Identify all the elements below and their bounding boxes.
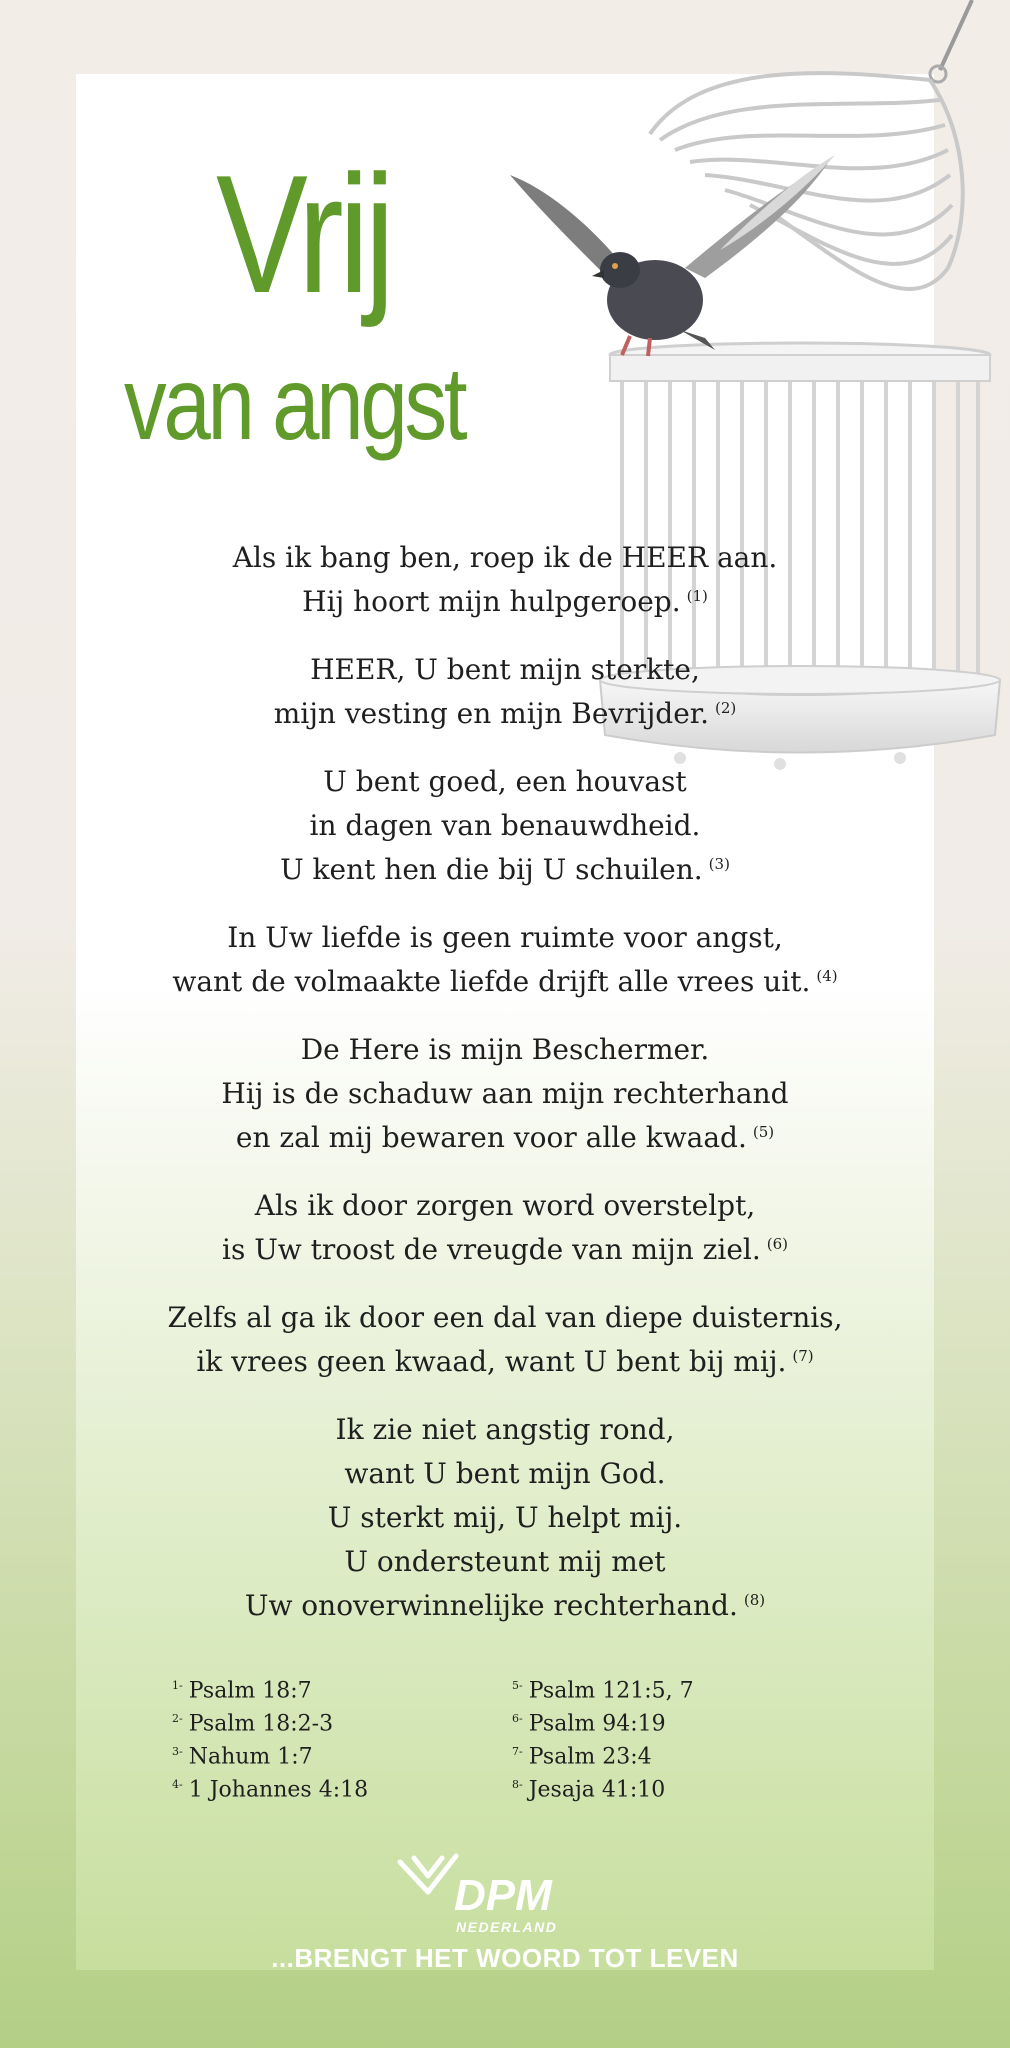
stanza-2 — [76, 648, 934, 736]
poem-line: want U bent mijn God. — [344, 1457, 666, 1490]
reference-item: $^{7-}$ Psalm 23:4 — [512, 1744, 652, 1770]
poem-line: U ondersteunt mij met — [344, 1545, 666, 1578]
poem-line: Hij hoort mijn hulpgeroep. $^{(1)}$ — [302, 585, 708, 618]
dpm-logo-icon — [394, 1852, 594, 1938]
stanza-3 — [76, 760, 934, 892]
poem-line: Ik zie niet angstig rond, — [335, 1413, 675, 1446]
stanza-6 — [76, 1184, 934, 1272]
poem-line: in dagen van benauwdheid. — [309, 809, 701, 842]
stanza-1 — [76, 536, 934, 624]
reference-item: $^{8-}$ Jesaja 41:10 — [512, 1777, 666, 1803]
poem-line: U sterkt mij, U helpt mij. — [327, 1501, 683, 1534]
poem-line: want de volmaakte liefde drijft alle vrees uit. $^{(4)}$ — [172, 965, 838, 998]
title-main: Vrij — [216, 140, 391, 328]
tagline: ...BRENGT HET WOORD TOT LEVEN — [271, 1943, 739, 1973]
reference-item: $^{1-}$ Psalm 18:7 — [172, 1678, 312, 1704]
poem-line: Uw onoverwinnelijke rechterhand. $^{(8)}$ — [244, 1589, 766, 1622]
stanza-8 — [76, 1408, 934, 1628]
footnote-marker: (4) — [816, 966, 838, 985]
poem-line: mijn vesting en mijn Bevrijder. $^{(2)}$ — [273, 697, 737, 730]
poem-line: Als ik bang ben, roep ik de HEER aan. — [232, 541, 778, 574]
poem-line: U kent hen die bij U schuilen. $^{(3)}$ — [280, 853, 730, 886]
footnote-marker: (8) — [743, 1590, 766, 1609]
footnote-marker: (5) — [752, 1122, 775, 1141]
poem-line: U bent goed, een houvast — [323, 765, 687, 798]
reference-item: $^{6-}$ Psalm 94:19 — [512, 1711, 666, 1737]
logo-subtext: NEDERLAND — [456, 1919, 558, 1935]
reference-item: $^{3-}$ Nahum 1:7 — [172, 1744, 313, 1770]
footnote-marker: (7) — [792, 1346, 814, 1365]
poem-line: Zelfs al ga ik door een dal van diepe duisternis, — [167, 1301, 843, 1334]
title-subtitle: van angst — [124, 346, 465, 462]
poem-line: ik vrees geen kwaad, want U bent bij mij. $^{(7)}$ — [196, 1345, 814, 1378]
references-column-left — [172, 1669, 368, 1801]
stanza-4 — [76, 916, 934, 1004]
footnote-marker: (3) — [708, 854, 730, 873]
reference-item: $^{2-}$ Psalm 18:2-3 — [172, 1711, 334, 1737]
references-column-right — [512, 1669, 694, 1801]
poem-line: De Here is mijn Beschermer. — [300, 1033, 710, 1066]
footnote-marker: (6) — [766, 1234, 789, 1253]
footnote-marker: (1) — [686, 586, 708, 605]
poem-line: HEER, U bent mijn sterkte, — [310, 653, 700, 686]
reference-item: $^{4-}$ 1 Johannes 4:18 — [172, 1777, 369, 1803]
logo-text: DPM — [454, 1871, 552, 1920]
poem-line: is Uw troost de vreugde van mijn ziel. $^{(6)}$ — [221, 1233, 789, 1266]
poem-line: Als ik door zorgen word overstelpt, — [254, 1189, 756, 1222]
stanza-5 — [76, 1028, 934, 1160]
stanza-7 — [76, 1296, 934, 1384]
poem-line: In Uw liefde is geen ruimte voor angst, — [227, 921, 783, 954]
footnote-marker: (2) — [715, 698, 737, 717]
reference-item: $^{5-}$ Psalm 121:5, 7 — [512, 1678, 694, 1704]
poem-line: en zal mij bewaren voor alle kwaad. $^{(5)}$ — [235, 1121, 775, 1154]
poem-line: Hij is de schaduw aan mijn rechterhand — [221, 1077, 789, 1110]
poem-text — [76, 536, 934, 1652]
